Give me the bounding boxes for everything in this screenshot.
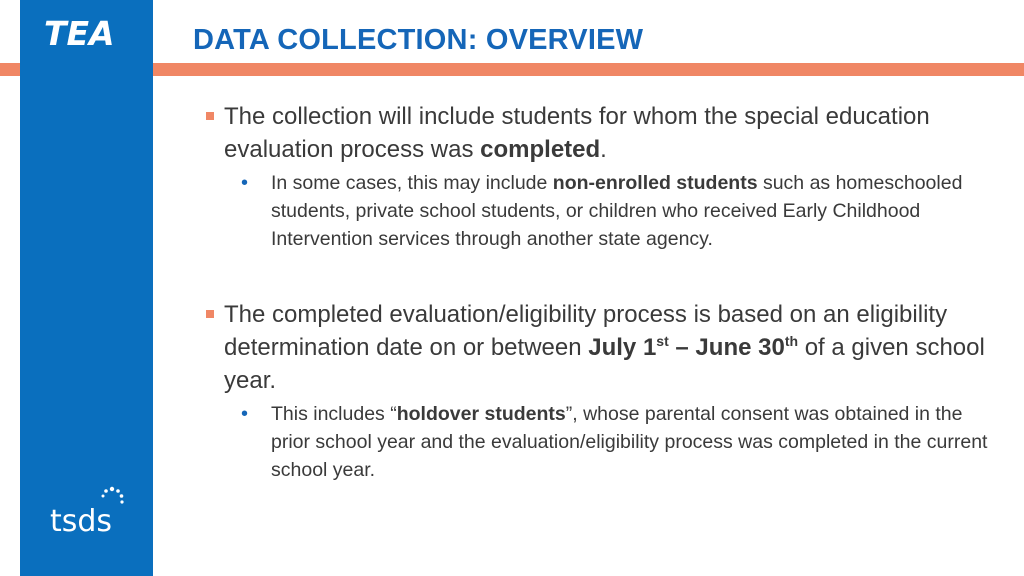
svg-text:TEA: TEA — [44, 14, 115, 53]
bullet-1-sub: • In some cases, this may include non-enrolled students such as homeschooled students, private school students, or children who received Early Childhood Intervention services through another state agency. — [271, 169, 1005, 253]
bullet-1: The collection will include students for whom the special education evaluation process was completed. — [205, 100, 1005, 166]
svg-text:tsds: tsds — [50, 504, 113, 537]
accent-bar — [0, 63, 1024, 76]
page-title: DATA COLLECTION: OVERVIEW — [193, 24, 644, 56]
slide-content — [205, 100, 1005, 484]
bullet-2-sub: • This includes “holdover students”, whose parental consent was obtained in the prior school year and the evaluation/eligibility process was completed in the current school year. — [271, 400, 1005, 484]
sidebar — [20, 0, 153, 576]
tsds-dots-icon — [102, 487, 124, 504]
tsds-logo — [48, 485, 128, 537]
tea-logo — [44, 14, 136, 54]
bullet-2: The completed evaluation/eligibility process is based on an eligibility determination date on or between July 1st – June 30th of a given school year. — [205, 298, 1005, 397]
